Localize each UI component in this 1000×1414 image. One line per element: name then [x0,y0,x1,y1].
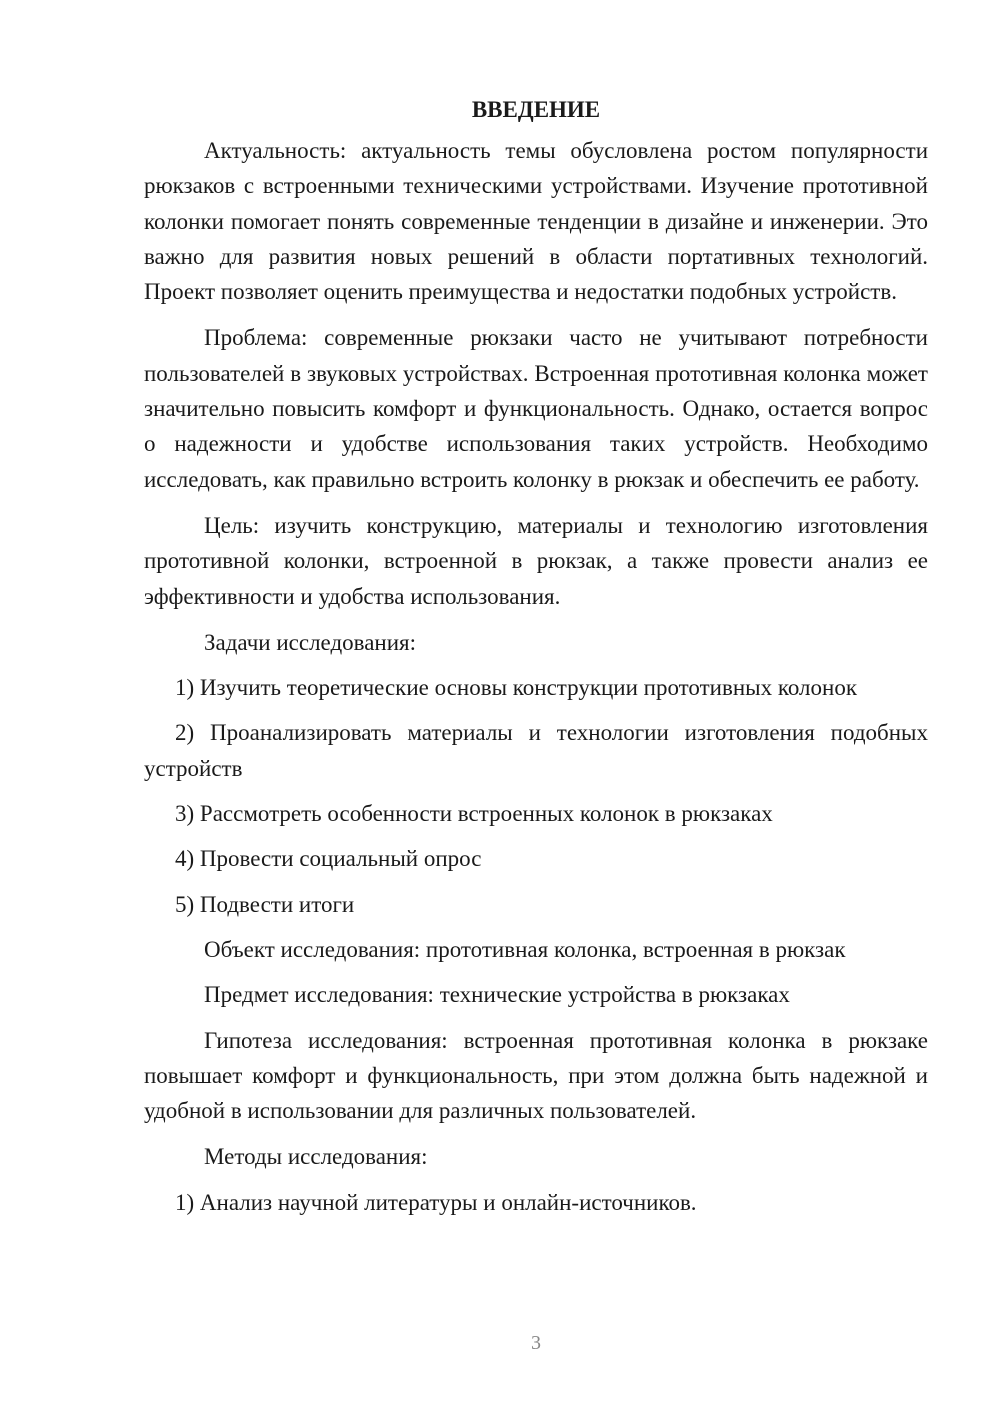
relevance-paragraph: Актуальность: актуальность темы обусловлена ростом популярности рюкзаков с встроенными техническими устройствами. Изучение прототивной колонки помогает понять современные тенденции в дизайне и инженерии. Это важно для развития новых решений в области портативных технологий. Проект позволяет оценить преимущества и недостатки подобных устройств. [144,138,928,305]
task-item-2: 2) Проанализировать материалы и технологии изготовления подобных устройств [144,720,928,781]
object-line: Объект исследования: прототивная колонка, встроенная в рюкзак [204,936,846,962]
task-item-1: 1) Изучить теоретические основы конструкции прототивных колонок [175,675,858,701]
method-item-1: 1) Анализ научной литературы и онлайн-источников. [175,1189,697,1215]
methods-heading: Методы исследования: [204,1144,428,1170]
page-number: 3 [531,1332,541,1354]
page-title: ВВЕДЕНИЕ [471,97,601,122]
problem-paragraph: Проблема: современные рюкзаки часто не учитывают потребности пользователей в звуковых устройствах. Встроенная прототивная колонка может значительно повысить комфорт и функциональность. Однако, остается вопрос о надежности и удобстве использования таких устройств. Необходимо исследовать, как правильно встроить колонку в рюкзак и обеспечить ее работу. [144,325,928,492]
task-item-3: 3) Рассмотреть особенности встроенных колонок в рюкзаках [175,801,773,827]
goal-paragraph: Цель: изучить конструкцию, материалы и технологию изготовления прототивной колонки, встроенной в рюкзак, а также провести анализ ее эффективности и удобства использования. [144,512,928,609]
task-item-5: 5) Подвести итоги [175,891,355,917]
hypothesis-paragraph: Гипотеза исследования: встроенная прототивная колонка в рюкзаке повышает комфорт и функциональность, при этом должна быть надежной и удобной в использовании для различных пользователей. [144,1027,928,1124]
tasks-heading: Задачи исследования: [204,629,417,655]
task-item-4: 4) Провести социальный опрос [175,846,482,872]
document-page [144,92,928,1230]
subject-line: Предмет исследования: технические устройства в рюкзаках [204,982,790,1008]
